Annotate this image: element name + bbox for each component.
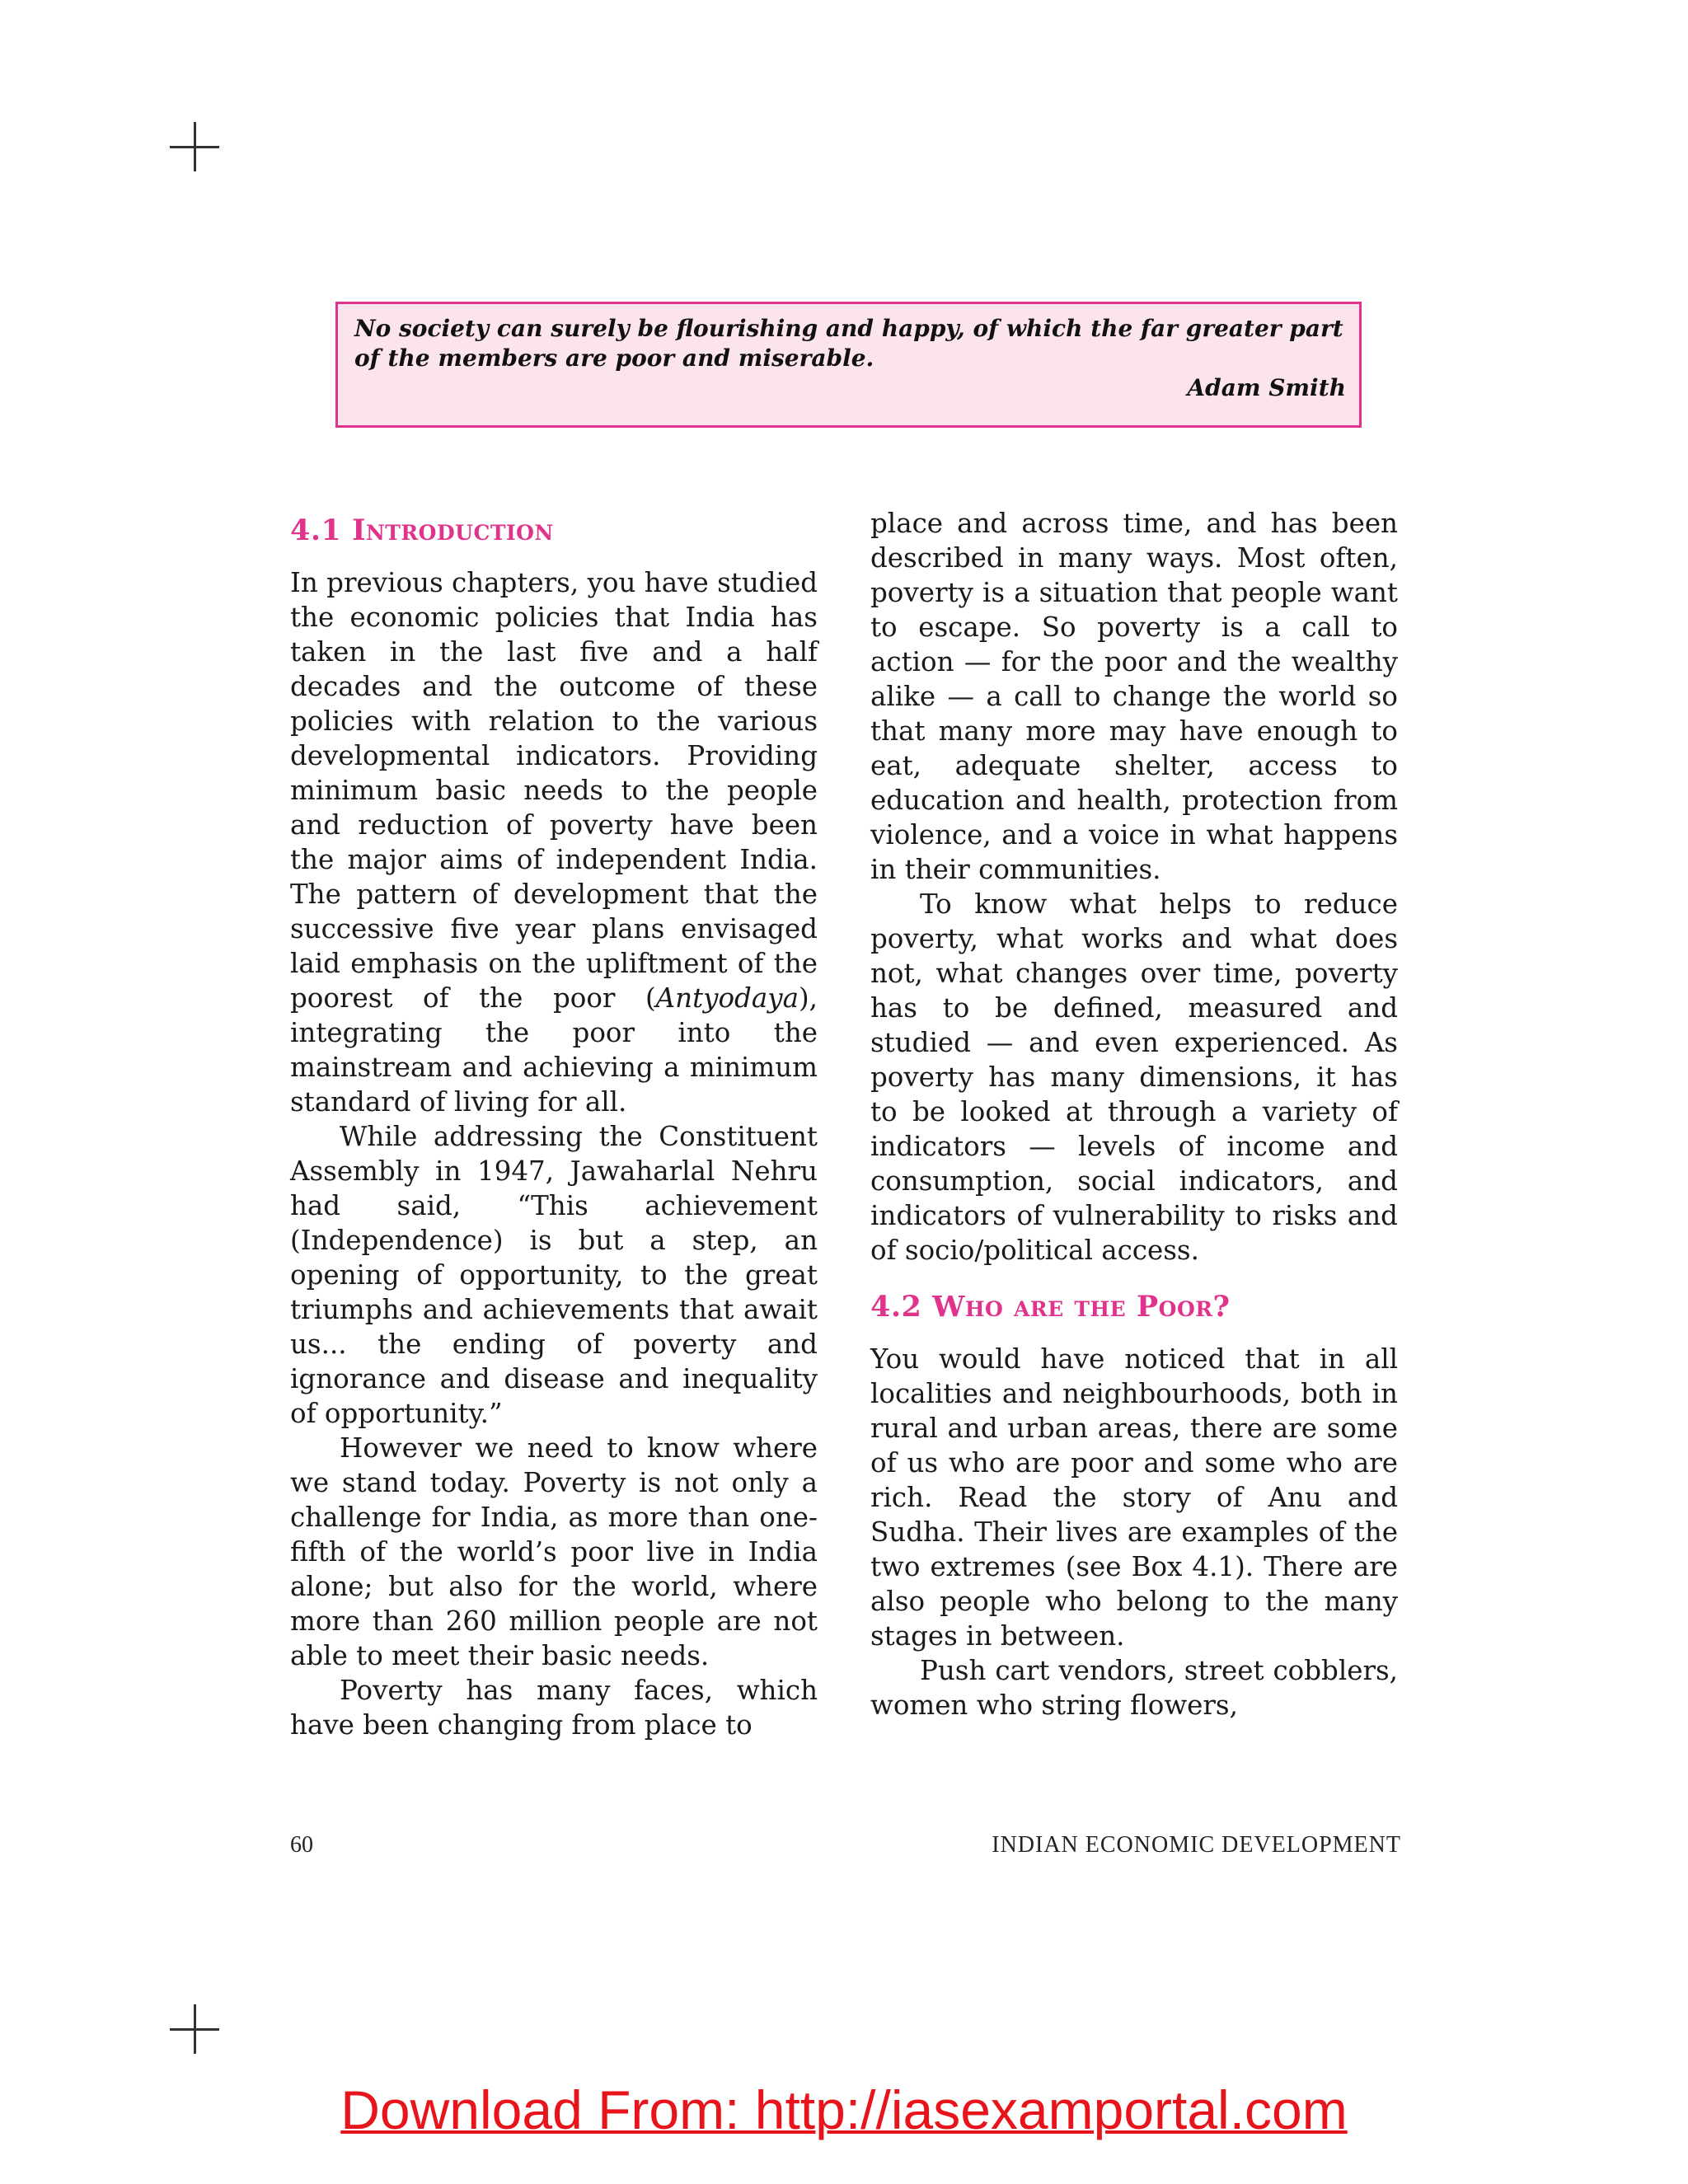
paragraph: You would have noticed that in all localities and neighbourhoods, both in rural and urban areas, there are some of us who are poor and some who are rich. Read the story of Anu and Sudha. Their lives are examples of the two extremes (see Box 4.1). There are also people who belong to the many stages in between. [870, 1343, 1398, 1652]
section-heading-introduction: 4.1 Introduction [290, 513, 554, 547]
download-link[interactable]: Download From: http://iasexamportal.com [340, 2079, 1348, 2140]
italic-term: Antyodaya [655, 982, 799, 1014]
paragraph: However we need to know where we stand today. Poverty is not only a challenge for India, as more than one-fifth of the world’s poor live in India alone; but also for the world, where more than 260 million people are not able to meet their basic needs. [290, 1432, 818, 1671]
paragraph: place and across time, and has been described in many ways. Most often, poverty is a situation that people want to escape. So poverty is a call to action — for the poor and the wealthy alike — a call to change the world so that many more may have enough to eat, adequate shelter, access to education and health, protection from violence, and a voice in what happens in their communities. [870, 508, 1398, 885]
paragraph: To know what helps to reduce poverty, what works and what does not, what changes over time, poverty has to be defined, measured and studied — and even experienced. As poverty has many dimensions, it has to be looked at through a variety of indicators — levels of income and consumption, social indicators, and indicators of vulnerability to risks and of socio/political access. [870, 888, 1398, 1266]
epigraph-quote-box [335, 302, 1362, 428]
running-footer-title: INDIAN ECONOMIC DEVELOPMENT [992, 1832, 1401, 1858]
right-column [870, 506, 1398, 1722]
paragraph: Poverty has many faces, which have been changing from place to [290, 1675, 818, 1741]
paragraph: In previous chapters, you have studied the economic policies that India has taken in the last five and a half decades and the outcome of these policies with relation to the various developmental indicators. Providing minimum basic needs to the people and reduction of poverty have been the major aims of independent India. The pattern of development that the successive five year plans envisaged laid emphasis on the upliftment of the poorest of the poor (Antyodaya), integrating the poor into the mainstream and achieving a minimum standard of living for all. [290, 567, 818, 1118]
quote-text: No society can surely be flourishing and happy, of which the far greater part of the members are poor and miserable. [354, 315, 1343, 372]
crop-mark-bottom-left [170, 2004, 219, 2054]
paragraph: While addressing the Constituent Assembly in 1947, Jawaharlal Nehru had said, “This achievement (Independence) is but a step, an opening of opportunity, to the great triumphs and achievements that await us... the ending of poverty and ignorance and disease and inequality of opportunity.” [290, 1121, 818, 1429]
paragraph: Push cart vendors, street cobblers, women who string flowers, [870, 1655, 1398, 1721]
crop-mark-top-left [170, 122, 219, 171]
quote-author: Adam Smith [1187, 374, 1346, 401]
page-number: 60 [290, 1832, 313, 1858]
section-heading-who-are-the-poor: 4.2 Who are the Poor? [870, 1290, 1231, 1324]
left-column [290, 513, 818, 1742]
